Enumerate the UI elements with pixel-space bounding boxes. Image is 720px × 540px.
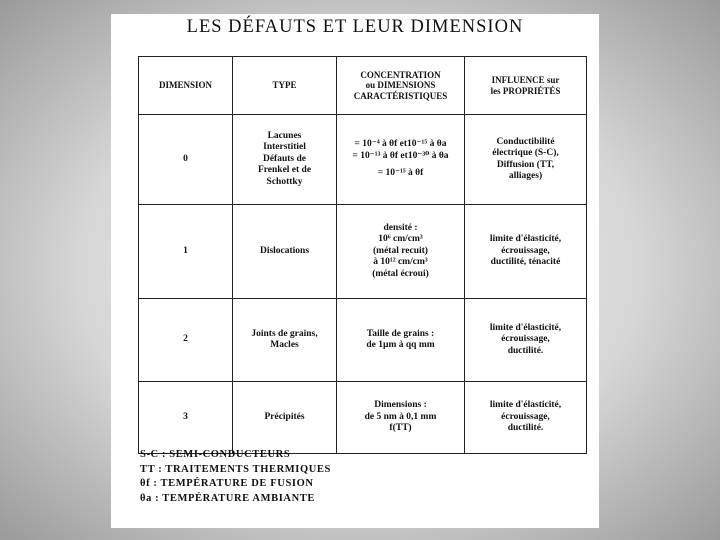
table-header-row — [139, 57, 587, 115]
page-title: LES DÉFAUTS ET LEUR DIMENSION — [186, 17, 524, 37]
table-row — [139, 115, 587, 205]
cell-concentration: Taille de grains : de 1µm à qq mm — [337, 299, 465, 382]
cell-dimension: 2 — [139, 299, 233, 382]
defects-table — [138, 56, 587, 454]
cell-dimension: 1 — [139, 205, 233, 299]
header-dimension: DIMENSION — [139, 57, 233, 115]
cell-type: Lacunes Interstitiel Défauts de Frenkel et de Schottky — [233, 115, 337, 205]
cell-concentration: densité : 10⁶ cm/cm³ (métal recuit) à 10¹² cm/cm³ (métal écroui) — [337, 205, 465, 299]
table-row — [139, 205, 587, 299]
cell-dimension: 0 — [139, 115, 233, 205]
header-influence: INFLUENCE sur les PROPRIÉTÉS — [465, 57, 587, 115]
legend-item: S-C : SEMI-CONDUCTEURS — [140, 449, 291, 460]
header-concentration: CONCENTRATION ou DIMENSIONS CARACTÉRISTIQUES — [337, 57, 465, 115]
cell-dimension: 3 — [139, 382, 233, 454]
legend-item: θa : TEMPÉRATURE AMBIANTE — [140, 492, 315, 504]
legend-item: θf : TEMPÉRATURE DE FUSION — [140, 478, 314, 489]
cell-type: Joints de grains, Macles — [233, 299, 337, 382]
cell-type: Dislocations — [233, 205, 337, 299]
cell-influence: Conductibilité électrique (S-C), Diffusion (TT, alliages) — [465, 115, 587, 205]
table-row — [139, 299, 587, 382]
header-type: TYPE — [233, 57, 337, 115]
legend-item: TT : TRAITEMENTS THERMIQUES — [140, 463, 331, 475]
table-row — [139, 382, 587, 454]
cell-influence: limite d'élasticité, écrouissage, ductilité, ténacité — [465, 205, 587, 299]
cell-influence: limite d'élasticité, écrouissage, ductilité. — [465, 382, 587, 454]
cell-type: Précipités — [233, 382, 337, 454]
document-page — [111, 14, 599, 528]
cell-concentration: = 10⁻⁴ à θf et10⁻¹⁵ à θa = 10⁻¹³ à θf et10⁻³⁰ à θa = 10⁻¹⁵ à θf — [337, 115, 465, 205]
cell-concentration: Dimensions : de 5 nm à 0,1 mm f(TT) — [337, 382, 465, 454]
legend — [140, 448, 331, 506]
cell-influence: limite d'élasticité, écrouissage, ductilité. — [465, 299, 587, 382]
